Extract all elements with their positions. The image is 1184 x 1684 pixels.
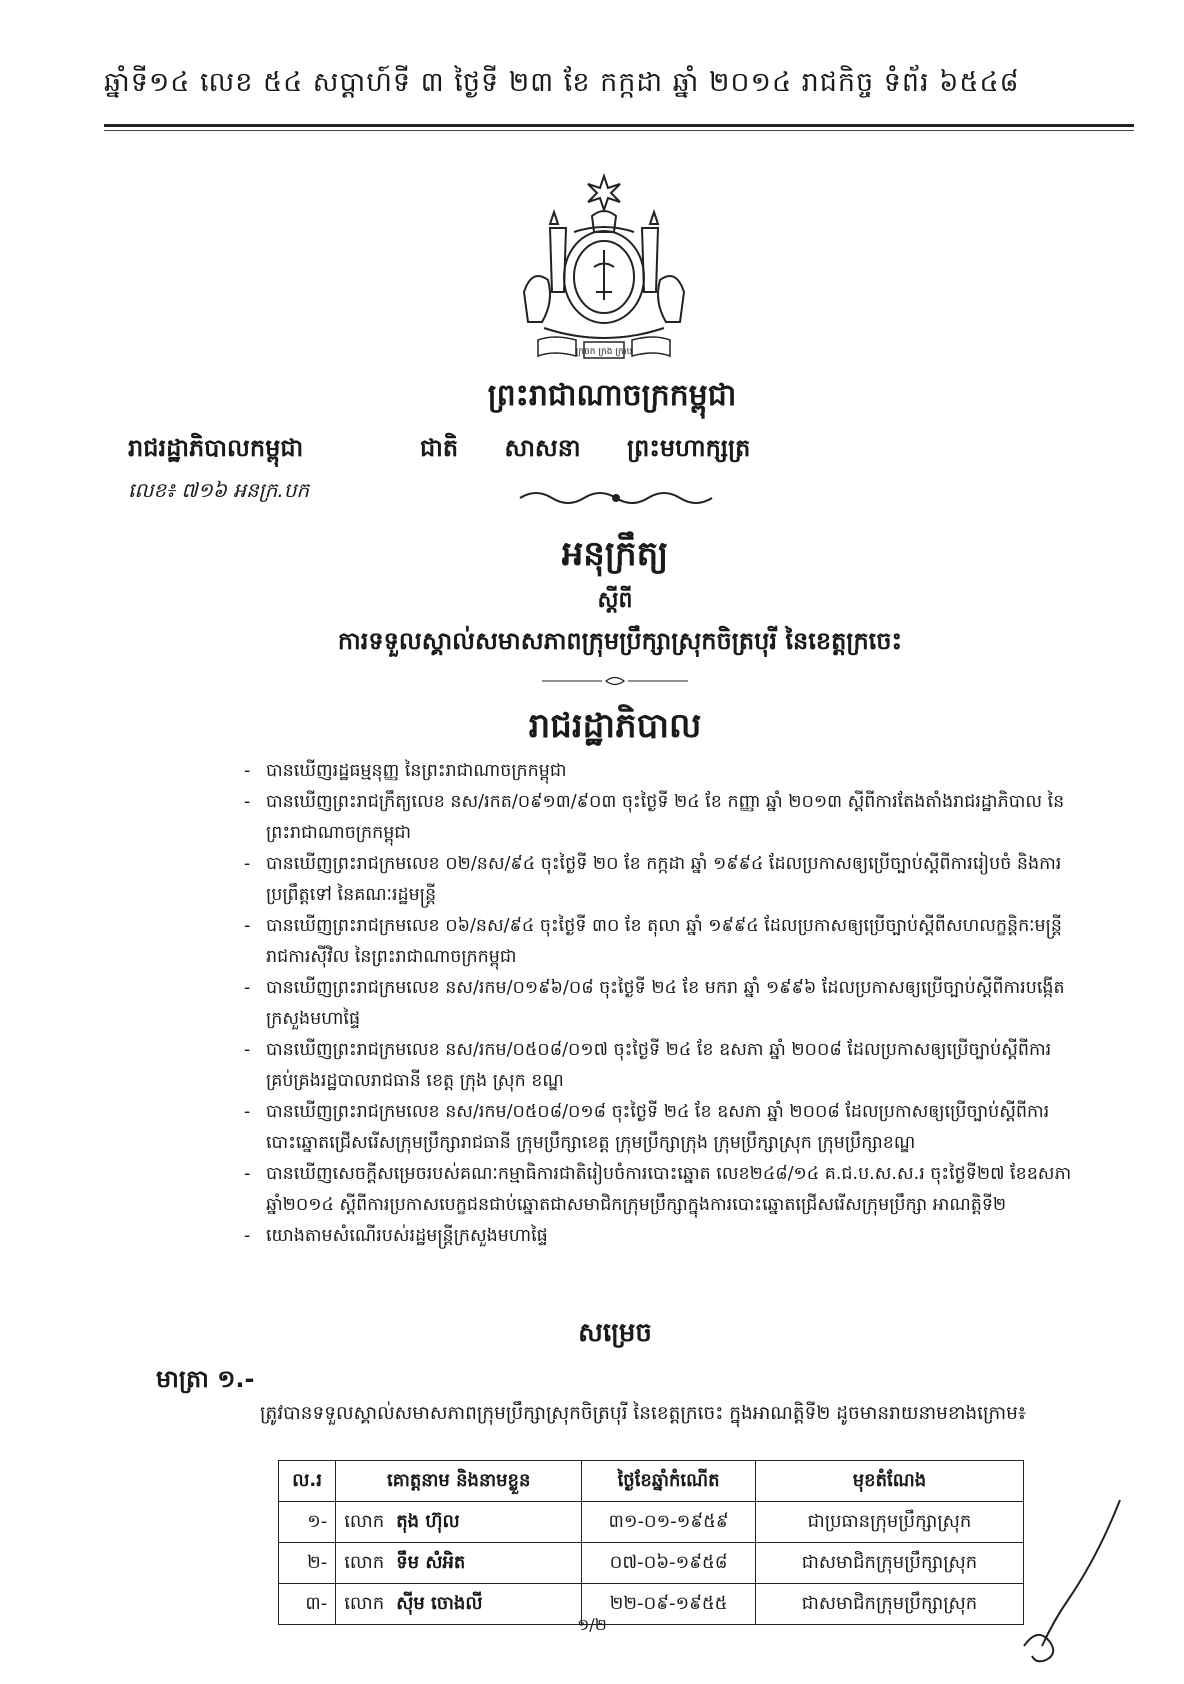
bullet-dash: -	[244, 761, 251, 781]
reference-number: លេខ៖ ៧១៦ អនក្រ.បក	[128, 478, 310, 502]
government-title: រាជរដ្ឋាភិបាល	[528, 706, 702, 746]
preamble-text: បានឃើញសេចក្តីសម្រេចរបស់គណៈកម្មាធិការជាតិរៀបចំការបោះឆ្នោត លេខ២៤៨/១៤ គ.ជ.ប.ស.ស.រ ចុះថ្ងៃទី២៧ ខែឧសភា ឆ្នាំ២០១៤ ស្តីពីការប្រកាសបេក្ខជនជាប់ឆ្នោតជាសមាជិកក្រុមប្រឹក្សាក្នុងការបោះឆ្នោតជ្រើសរើសក្រុមប្រឹក្សា អាណត្តិទី២	[266, 1164, 1072, 1215]
preamble-text: បានឃើញព្រះរាជក្រមលេខ នស/រកម/០៥០៨/០១៧ ចុះថ្ងៃទី ២៤ ខែ ឧសភា ឆ្នាំ ២០០៨ ដែលប្រកាសឲ្យប្រើច្បាប់ស្តីពីការគ្រប់គ្រងរដ្ឋបាលរាជធានី ខេត្ត ក្រុង ស្រុក ខណ្ឌ	[266, 1040, 1052, 1091]
table-row	[279, 1543, 1024, 1584]
bullet-dash: -	[244, 978, 251, 998]
council-members-table	[278, 1460, 1024, 1625]
row-name-cell	[336, 1584, 582, 1625]
preamble-item	[244, 973, 1074, 1035]
signature-mark-icon	[1008, 1496, 1128, 1666]
about-label: ស្តីពី	[597, 588, 633, 613]
row-no: ៣-	[279, 1584, 336, 1625]
table-row	[279, 1502, 1024, 1543]
row-dob: ០៧-០៦-១៩៥៨	[582, 1543, 756, 1584]
preamble-item	[244, 1097, 1074, 1159]
article-1-text: ត្រូវបានទទួលស្គាល់សមាសភាពក្រុមប្រឹក្សាស្រុកចិត្របុរី នៃខេត្តក្រចេះ ក្នុងអាណត្តិទី២ ដូចមានរាយនាមខាងក្រោម៖	[260, 1403, 1027, 1424]
header-dob: ថ្ងៃខែឆ្នាំកំណើត	[582, 1461, 756, 1502]
preamble-item	[244, 1159, 1074, 1221]
motto-religion: សាសនា	[504, 434, 581, 462]
preamble-text: បានឃើញរដ្ឋធម្មនុញ្ញ នៃព្រះរាជាណាចក្រកម្ពុជា	[266, 761, 567, 781]
header-name: គោត្តនាម និងនាមខ្លួន	[336, 1461, 582, 1502]
motto-king: ព្រះមហាក្សត្រ	[626, 434, 751, 462]
header-rule	[104, 124, 1134, 127]
decision-title: សម្រេច	[578, 1318, 652, 1348]
preamble-text: បានឃើញព្រះរាជក្រមលេខ ០២/នស/៩៤ ចុះថ្ងៃទី ២០ ខែ កក្កដា ឆ្នាំ ១៩៩៤ ដែលប្រកាសឲ្យប្រើច្បាប់ស្តីពីការរៀបចំ និងការប្រព្រឹត្តទៅ នៃគណៈរដ្ឋមន្ត្រី	[266, 854, 1062, 905]
preamble-text: បានឃើញព្រះរាជក្រឹត្យលេខ នស/រកត/០៩១៣/៩០៣ ចុះថ្ងៃទី ២៤ ខែ កញ្ញា ឆ្នាំ ២០១៣ ស្តីពីការតែងតាំងរាជរដ្ឋាភិបាល នៃព្រះរាជាណាចក្រកម្ពុជា	[266, 792, 1065, 843]
row-name: ទឹម សំអិត	[396, 1551, 466, 1573]
article-1-label: មាត្រា ១.-	[156, 1365, 255, 1393]
row-title: លោក	[344, 1551, 385, 1573]
row-name: ស៊ីម ចោងលី	[396, 1592, 483, 1614]
preamble-item	[244, 1221, 1074, 1252]
row-name-cell	[336, 1543, 582, 1584]
national-motto	[420, 433, 840, 468]
preamble-list	[244, 756, 1074, 1252]
row-title: លោក	[344, 1592, 385, 1614]
gazette-issue-line: ឆ្នាំទី១៤ លេខ ៥៤ សប្តាហ៍ទី ៣ ថ្ងៃទី ២៣ ខែ កក្កដា ឆ្នាំ ២០១៤ រាជកិច្ច ទំព័រ ៦៥៤៨	[104, 67, 1020, 98]
row-no: ១-	[279, 1502, 336, 1543]
header-position: មុខតំណែង	[755, 1461, 1023, 1502]
row-no: ២-	[279, 1543, 336, 1584]
preamble-text: បានឃើញព្រះរាជក្រមលេខ ០៦/នស/៩៤ ចុះថ្ងៃទី ៣០ ខែ តុលា ឆ្នាំ ១៩៩៤ ដែលប្រកាសឲ្យប្រើច្បាប់ស្តីពីសហលក្ខន្តិកៈមន្ត្រីរាជការស៊ីវិល នៃព្រះរាជាណាចក្រកម្ពុជា	[266, 916, 1062, 967]
row-dob: ២២-០៩-១៩៥៥	[582, 1584, 756, 1625]
document-type: អនុក្រឹត្យ	[561, 534, 669, 574]
preamble-item	[244, 756, 1074, 787]
row-position: ជាសមាជិកក្រុមប្រឹក្សាស្រុក	[755, 1543, 1023, 1584]
row-name: តុង ហ៊ុល	[396, 1510, 460, 1532]
document-subject: ការទទួលស្គាល់សមាសភាពក្រុមប្រឹក្សាស្រុកចិត្របុរី នៃខេត្តក្រចេះ	[337, 627, 903, 655]
preamble-item	[244, 787, 1074, 849]
header-rule-thin	[104, 130, 1134, 131]
header-no: ល.រ	[279, 1461, 336, 1502]
preamble-item	[244, 1035, 1074, 1097]
row-position: ជាសមាជិកក្រុមប្រឹក្សាស្រុក	[755, 1584, 1023, 1625]
table-header-row	[279, 1461, 1024, 1502]
preamble-item	[244, 849, 1074, 911]
preamble-text: បានឃើញព្រះរាជក្រមលេខ នស/រកម/០៥០៨/០១៨ ចុះថ្ងៃទី ២៤ ខែ ឧសភា ឆ្នាំ ២០០៨ ដែលប្រកាសឲ្យប្រើច្បាប់ស្តីពីការបោះឆ្នោតជ្រើសរើសក្រុមប្រឹក្សារាជធានី ក្រុមប្រឹក្សាខេត្ត ក្រុមប្រឹក្សាក្រុង ក្រុមប្រឹក្សាស្រុក ក្រុមប្រឹក្សាខណ្ឌ	[266, 1102, 1050, 1153]
row-title: លោក	[344, 1510, 385, 1532]
bullet-dash: -	[244, 1040, 251, 1060]
kingdom-title: ព្រះរាជាណាចក្រកម្ពុជា	[487, 378, 737, 413]
row-dob: ៣១-០១-១៩៥៩	[582, 1502, 756, 1543]
preamble-text: យោងតាមសំណើរបស់រដ្ឋមន្ត្រីក្រសួងមហាផ្ទៃ	[266, 1226, 548, 1246]
row-name-cell	[336, 1502, 582, 1543]
motto-nation: ជាតិ	[420, 434, 459, 462]
royal-coat-of-arms-icon	[514, 172, 694, 372]
ornament-line-icon	[540, 674, 690, 688]
table-row	[279, 1584, 1024, 1625]
bullet-dash: -	[244, 1226, 251, 1246]
bullet-dash: -	[244, 854, 251, 874]
preamble-item	[244, 911, 1074, 973]
issuer-name: រាជរដ្ឋាភិបាលកម្ពុជា	[128, 434, 304, 462]
row-position: ជាប្រធានក្រុមប្រឹក្សាស្រុក	[755, 1502, 1023, 1543]
ornament-divider-icon	[516, 486, 716, 508]
emblem-ribbon-label: ក្រចក ក្រង ក្រាប	[575, 347, 633, 357]
bullet-dash: -	[244, 1102, 251, 1122]
bullet-dash: -	[244, 916, 251, 936]
bullet-dash: -	[244, 1164, 251, 1184]
bullet-dash: -	[244, 792, 251, 812]
preamble-text: បានឃើញព្រះរាជក្រមលេខ នស/រកម/០១៩៦/០៨ ចុះថ្ងៃទី ២៤ ខែ មករា ឆ្នាំ ១៩៩៦ ដែលប្រកាសឲ្យប្រើច្បាប់ស្តីពីការបង្កើតក្រសួងមហាផ្ទៃ	[266, 978, 1065, 1029]
page-number: ១/២	[577, 1615, 607, 1634]
